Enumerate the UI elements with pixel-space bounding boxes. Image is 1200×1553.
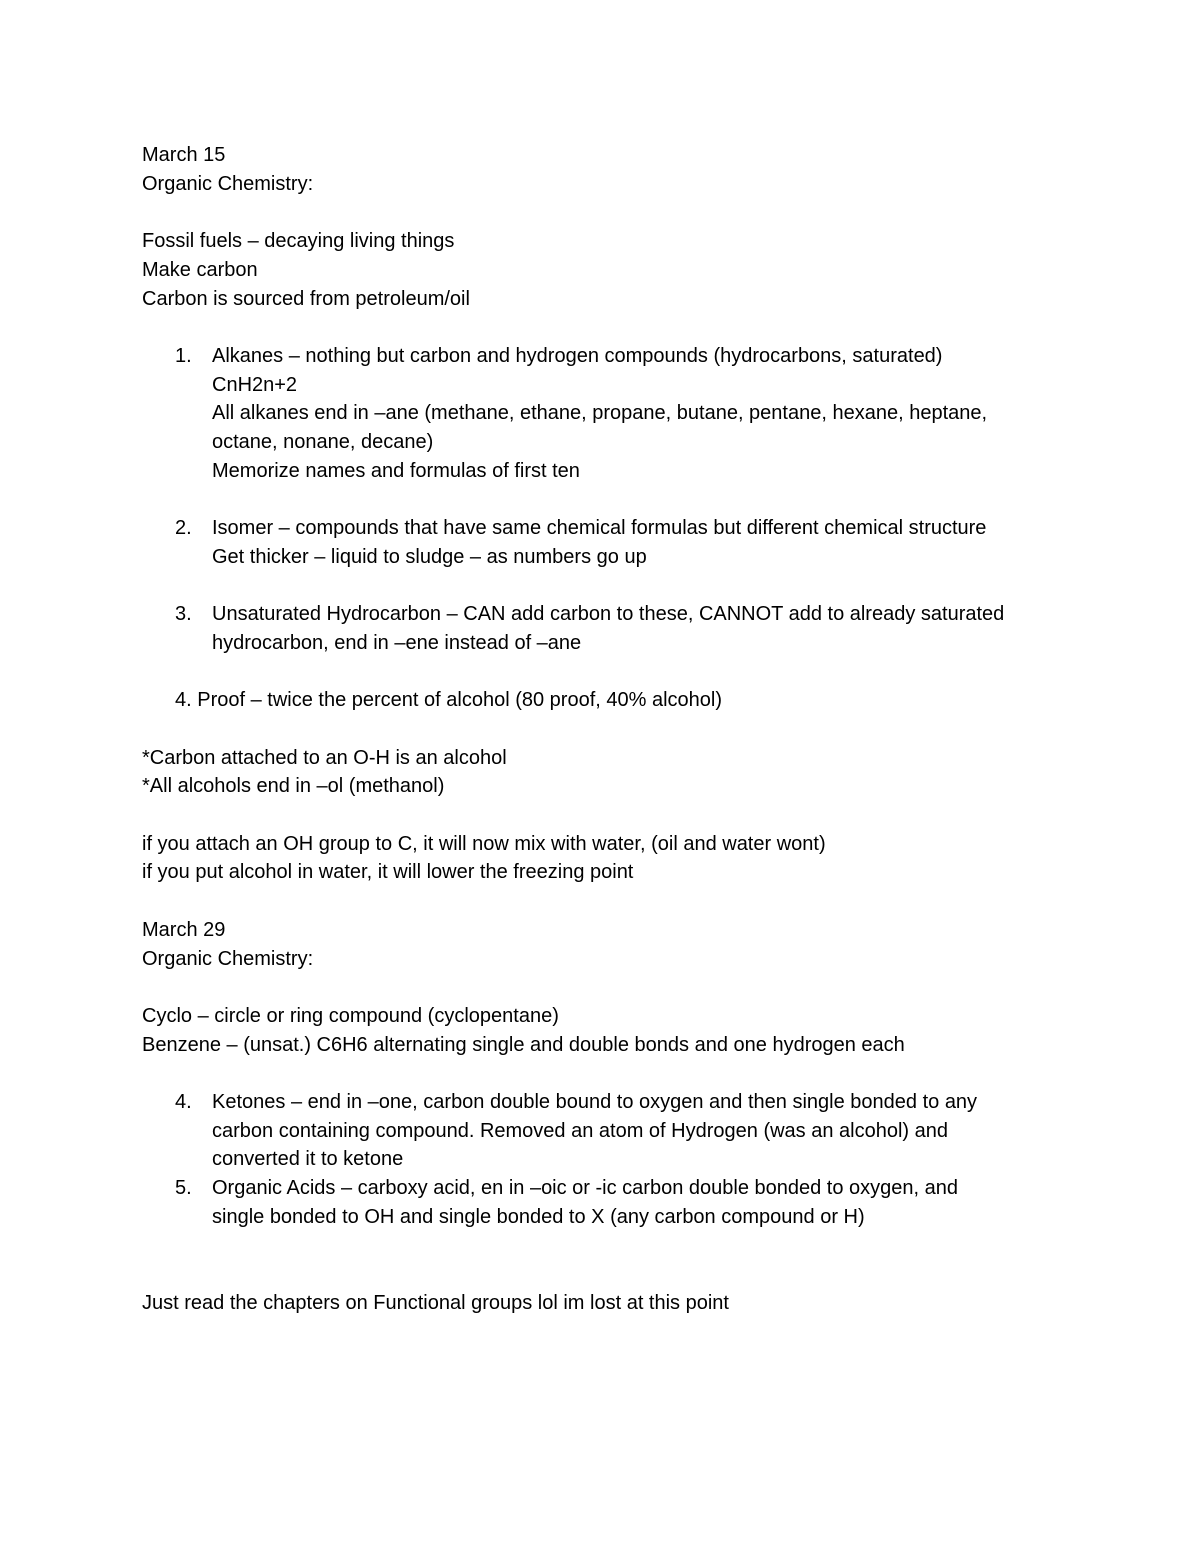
closing-line: Just read the chapters on Functional groups lol im lost at this point xyxy=(142,1291,729,1314)
list-item-number: 5. xyxy=(175,1177,192,1200)
list-item xyxy=(142,342,1082,486)
spacer xyxy=(142,198,1082,227)
list-item-line: All alkanes end in –ane (methane, ethane, propane, butane, pentane, hexane, heptane, xyxy=(212,402,988,425)
intro-line: Fossil fuels – decaying living things xyxy=(142,230,455,253)
intro-line: Cyclo – circle or ring compound (cyclopentane) xyxy=(142,1004,559,1027)
list-item xyxy=(142,514,1082,571)
list-item xyxy=(142,1174,1082,1231)
list-item-line: Organic Acids – carboxy acid, en in –oic or -ic carbon double bonded to oxygen, and xyxy=(212,1177,959,1200)
list-item-number: 4. xyxy=(175,1091,192,1114)
spacer xyxy=(142,973,1082,1002)
note-line: *Carbon attached to an O-H is an alcohol xyxy=(142,746,507,769)
spacer xyxy=(142,715,1082,744)
list-item-line: Get thicker – liquid to sludge – as numbers go up xyxy=(212,545,647,568)
list-item-line: single bonded to OH and single bonded to X (any carbon compound or H) xyxy=(212,1205,865,1228)
proof-item: 4. Proof – twice the percent of alcohol (80 proof, 40% alcohol) xyxy=(175,689,722,712)
spacer xyxy=(142,313,1082,342)
section-title: Organic Chemistry: xyxy=(142,172,314,195)
section-date: March 29 xyxy=(142,918,226,941)
list-item-line: Ketones – end in –one, carbon double bound to oxygen and then single bonded to any xyxy=(212,1091,978,1114)
intro-line: Benzene – (unsat.) C6H6 alternating single and double bonds and one hydrogen each xyxy=(142,1033,905,1056)
list-item xyxy=(142,600,1082,657)
list-item-number: 1. xyxy=(175,344,192,367)
spacer xyxy=(142,887,1082,916)
spacer xyxy=(142,485,1082,514)
list-item-line: Isomer – compounds that have same chemical formulas but different chemical structure xyxy=(212,517,987,540)
spacer xyxy=(142,1232,1082,1261)
list-item-line: Memorize names and formulas of first ten xyxy=(212,459,580,482)
spacer xyxy=(142,801,1082,830)
list-item-line: Unsaturated Hydrocarbon – CAN add carbon to these, CANNOT add to already saturated xyxy=(212,603,1005,626)
list-item-number: 3. xyxy=(175,603,192,626)
intro-line: Carbon is sourced from petroleum/oil xyxy=(142,287,470,310)
spacer xyxy=(142,1260,1082,1289)
list-item-line: CnH2n+2 xyxy=(212,373,298,396)
fact-line: if you attach an OH group to C, it will now mix with water, (oil and water wont) xyxy=(142,832,826,855)
list-item xyxy=(142,1088,1082,1174)
section-date: March 15 xyxy=(142,144,226,166)
note-line: *All alcohols end in –ol (methanol) xyxy=(142,775,445,798)
fact-line: if you put alcohol in water, it will lower the freezing point xyxy=(142,861,634,884)
spacer xyxy=(142,658,1082,687)
list-item-line: octane, nonane, decane) xyxy=(212,431,434,453)
numbered-list xyxy=(142,1088,1082,1232)
intro-line: Make carbon xyxy=(142,258,258,281)
spacer xyxy=(142,1059,1082,1088)
list-item-line: Alkanes – nothing but carbon and hydrogen compounds (hydrocarbons, saturated) xyxy=(212,344,943,367)
list-item-number: 2. xyxy=(175,517,192,540)
list-item-line: hydrocarbon, end in –ene instead of –ane xyxy=(212,631,582,654)
spacer xyxy=(142,572,1082,601)
list-item-line: carbon containing compound. Removed an atom of Hydrogen (was an alcohol) and xyxy=(212,1119,948,1142)
section-title: Organic Chemistry: xyxy=(142,947,314,970)
document-page xyxy=(142,141,1082,1318)
list-item-line: converted it to ketone xyxy=(212,1148,404,1171)
numbered-list xyxy=(142,342,1082,658)
